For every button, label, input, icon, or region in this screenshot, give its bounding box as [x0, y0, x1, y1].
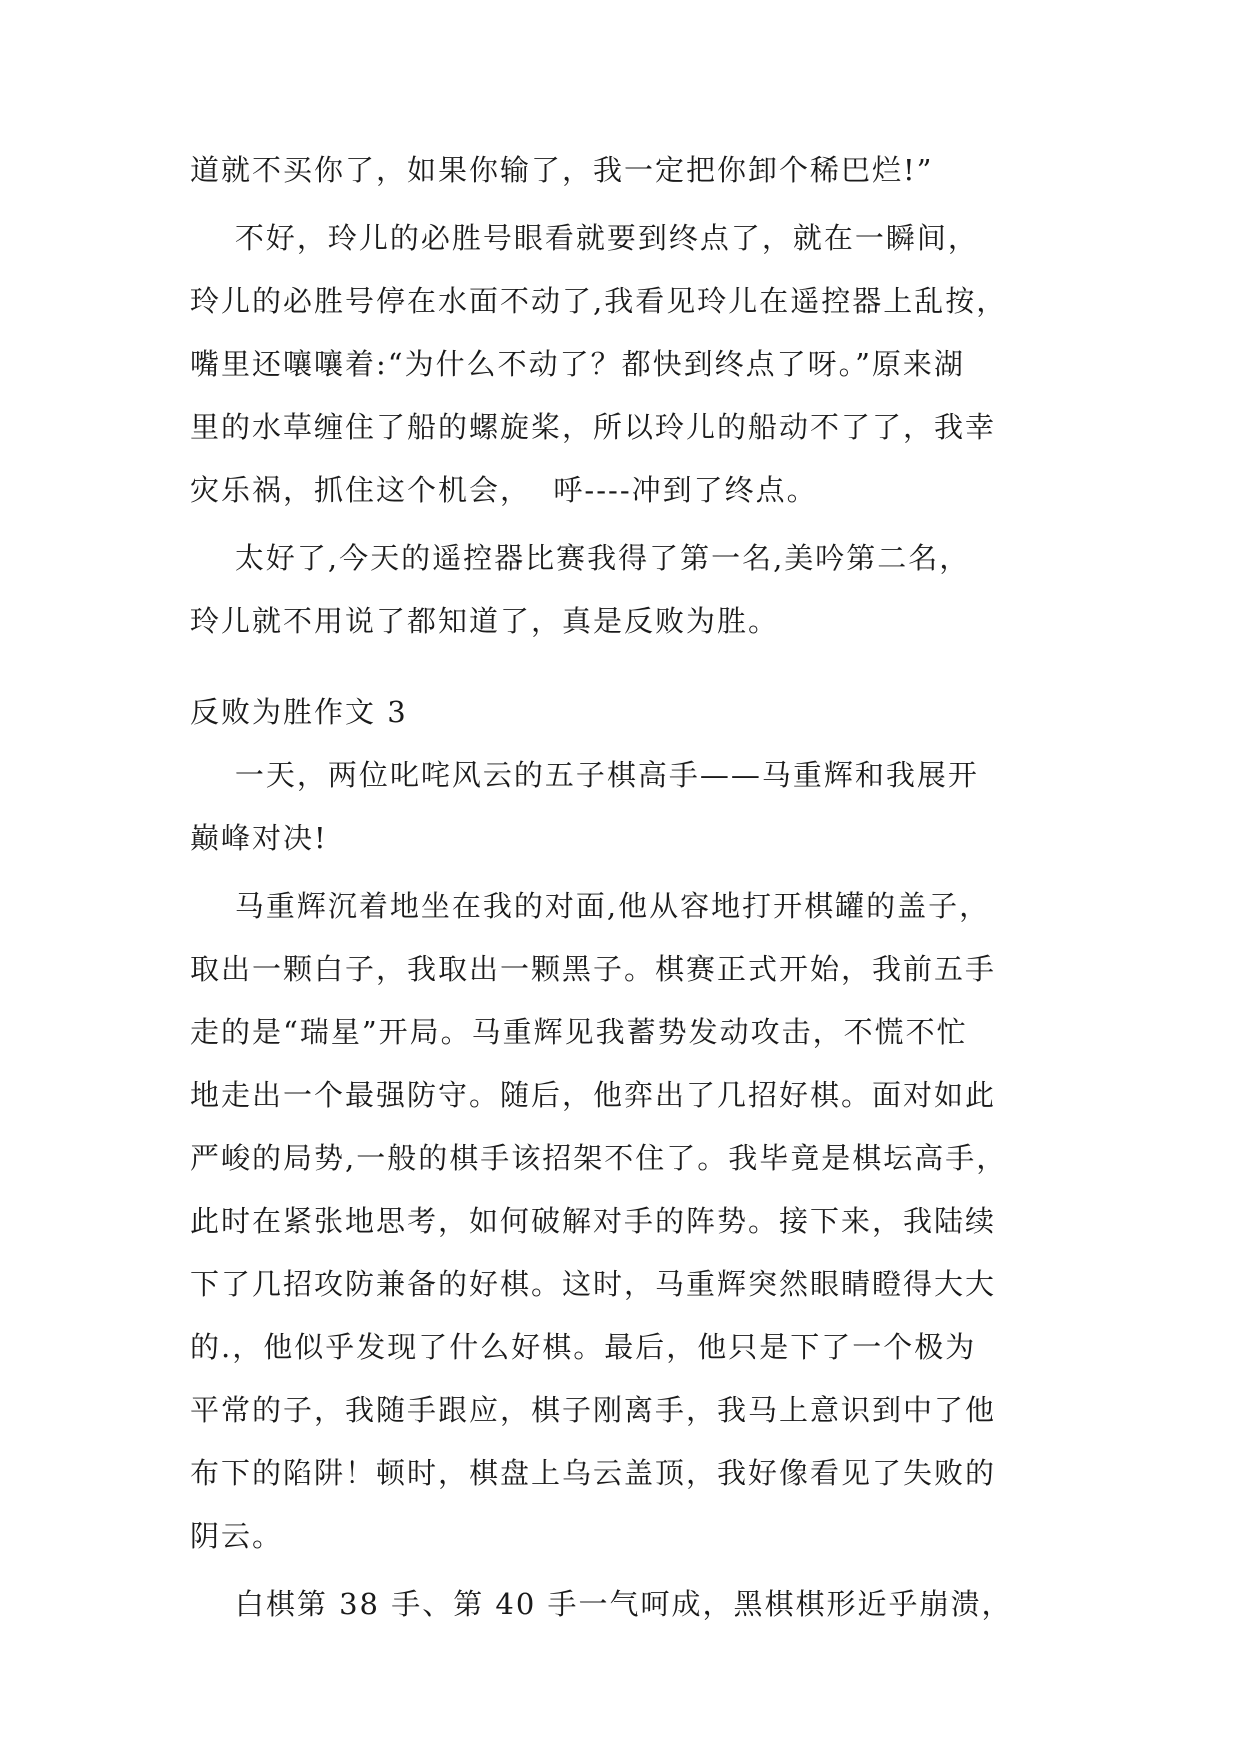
text-line: 平常的子，我随手跟应，棋子刚离手，我马上意识到中了他 — [190, 1393, 997, 1427]
text-line: 地走出一个最强防守。随后，他弈出了几招好棋。面对如此 — [190, 1078, 997, 1112]
text-line: 不好，玲儿的必胜号眼看就要到终点了，就在一瞬间， — [190, 221, 979, 255]
text-line: 里的水草缠住了船的螺旋桨，所以玲儿的船动不了了，我幸 — [190, 410, 997, 444]
text-line: 严峻的局势,一般的棋手该招架不住了。我毕竟是棋坛高手， — [190, 1141, 1008, 1175]
text-line: 玲儿的必胜号停在水面不动了,我看见玲儿在遥控器上乱按， — [190, 284, 1008, 318]
text-line: 玲儿就不用说了都知道了，真是反败为胜。 — [190, 604, 780, 638]
text-line: 下了几招攻防兼备的好棋。这时，马重辉突然眼睛瞪得大大 — [190, 1267, 997, 1301]
text-line: 道就不买你了，如果你输了，我一定把你卸个稀巴烂!” — [190, 153, 934, 187]
text-line: 的.，他似乎发现了什么好棋。最后，他只是下了一个极为 — [190, 1330, 977, 1364]
section-heading: 反败为胜作文 3 — [190, 695, 408, 729]
text-line: 马重辉沉着地坐在我的对面,他从容地打开棋罐的盖子， — [190, 889, 991, 923]
text-line: 巅峰对决! — [190, 821, 328, 855]
text-line: 走的是“瑞星”开局。马重辉见我蓄势发动攻击，不慌不忙 — [190, 1015, 968, 1049]
text-line: 嘴里还嚷嚷着:“为什么不动了？都快到终点了呀。”原来湖 — [190, 347, 965, 381]
text-line: 一天，两位叱咤风云的五子棋高手——马重辉和我展开 — [190, 758, 979, 792]
text-line: 此时在紧张地思考，如何破解对手的阵势。接下来，我陆续 — [190, 1204, 997, 1238]
text-line: 布下的陷阱！顿时，棋盘上乌云盖顶，我好像看见了失败的 — [190, 1456, 997, 1490]
text-line: 白棋第 38 手、第 40 手一气呵成，黑棋棋形近乎崩溃， — [190, 1587, 1013, 1621]
text-line: 取出一颗白子，我取出一颗黑子。棋赛正式开始，我前五手 — [190, 952, 997, 986]
text-line: 太好了,今天的遥控器比赛我得了第一名,美吟第二名， — [190, 541, 971, 575]
text-line: 阴云。 — [190, 1519, 284, 1553]
text-line: 灾乐祸，抓住这个机会， 呼----冲到了终点。 — [190, 473, 818, 507]
